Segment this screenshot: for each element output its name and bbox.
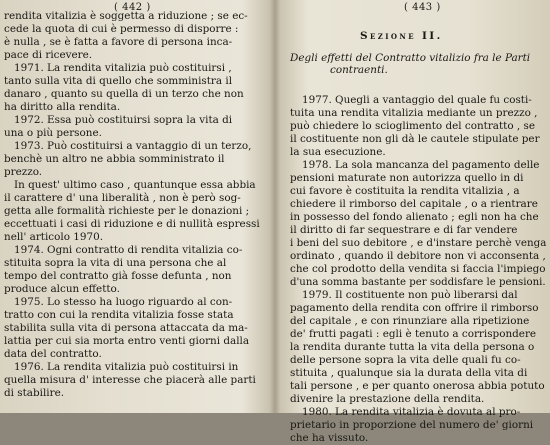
text-line: ha diritto alla rendita. <box>4 101 121 113</box>
text-line: delle persone sopra la vita delle quali fu co- <box>290 354 521 366</box>
text-line: ordinato , quando il debitore non vi acconsenta , <box>290 250 546 262</box>
text-line: pace di ricevere. <box>4 49 93 61</box>
text-line: il costituente non gli dà le cautele stipulate per <box>290 133 540 145</box>
section-subtitle: Degli effetti del Contratto vitalizio fra le Parti <box>290 52 531 64</box>
text-line: In quest' ultimo caso , quantunque essa abbia <box>14 179 256 191</box>
text-line: 1976. La rendita vitalizia può costituirsi in <box>14 361 239 373</box>
text-line: chiedere il rimborso del capitale , o a rientrare <box>290 198 538 210</box>
text-line: 1975. Lo stesso ha luogo riguardo al con- <box>14 296 233 308</box>
text-line: 1971. La rendita vitalizia può costituirsi , <box>14 62 232 74</box>
text-line: eccettuati i casi di riduzione e di nullità espressi <box>4 218 260 230</box>
text-line: cede la quota di cui è permesso di disporre : <box>4 23 239 35</box>
left-page-number: ( 442 ) <box>114 2 151 13</box>
text-line: divenire la prestazione della rendita. <box>290 393 485 405</box>
text-line: 1974. Ogni contratto di rendita vitalizia co- <box>14 244 243 256</box>
text-line: tali persone , e per quanto onerosa abbia potuto <box>290 380 545 392</box>
text-line: la rendita durante tutta la vita della persona o <box>290 341 535 353</box>
text-line: la sua esecuzione. <box>290 146 386 158</box>
text-line: 1972. Essa può costituirsi sopra la vita di <box>14 114 233 126</box>
text-line: 1979. Il costituente non può liberarsi dal <box>302 289 518 301</box>
text-line: il carattere d' una liberalità , non è però sog- <box>4 192 241 204</box>
right-page-number: ( 443 ) <box>404 2 441 13</box>
left-page <box>0 0 272 413</box>
text-line: cui favore è costituita la rendita vitalizia , a <box>290 185 520 197</box>
text-line: getta alle formalità richieste per le donazioni ; <box>4 205 250 217</box>
text-line: nell' articolo 1970. <box>4 231 104 243</box>
text-line: d'una somma bastante per soddisfare le pensioni. <box>290 276 546 288</box>
text-line: tanto sulla vita di quello che somministra il <box>4 75 233 87</box>
text-line: stabilita sulla vita di persona attaccata da ma- <box>4 322 248 334</box>
text-line: che ha vissuto. <box>290 432 369 444</box>
text-line: tuita una rendita vitalizia mediante un prezzo , <box>290 107 538 119</box>
text-line: 1978. La sola mancanza del pagamento delle <box>302 159 540 171</box>
right-page <box>282 0 550 444</box>
text-line: una o più persone. <box>4 127 102 139</box>
text-line: stituita , qualunque sia la durata della vita di <box>290 367 528 379</box>
text-line: 1973. Può costituirsi a vantaggio di un terzo, <box>14 140 252 152</box>
text-line: pagamento della rendita con offrire il rimborso <box>290 302 539 314</box>
text-line: produce alcun effetto. <box>4 283 120 295</box>
section-title: Sezione II. <box>360 30 443 42</box>
text-line: de' frutti pagati : egli è tenuto a corrispondere <box>290 328 537 340</box>
text-line: danaro , quanto su quella di un terzo che non <box>4 88 244 100</box>
text-line: in possesso del fondo alienato ; egli non ha che <box>290 211 539 223</box>
text-line: del capitale , e con rinunziare alla ripetizione <box>290 315 530 327</box>
text-line: prietario in proporzione del numero de' giorni <box>290 419 534 431</box>
text-line: prezzo. <box>4 166 43 178</box>
text-line: il diritto di far sequestrare e di far vendere <box>290 224 518 236</box>
text-line: lattia per cui sia morta entro venti giorni dalla <box>4 335 250 347</box>
text-line: quella misura d' interesse che piacerà alle parti <box>4 374 256 386</box>
text-line: stituita sopra la vita di una persona che al <box>4 257 227 269</box>
text-line: può chiedere lo scioglimento del contratto , se <box>290 120 535 132</box>
text-line: rendita vitalizia è soggetta a riduzione ; se ec- <box>4 10 248 22</box>
text-line: data del contratto. <box>4 348 102 360</box>
section-subtitle: contraenti. <box>330 64 388 76</box>
text-line: i beni del suo debitore , e d'instare perchè venga <box>290 237 547 249</box>
text-line: benchè un altro ne abbia somministrato il <box>4 153 225 165</box>
text-line: che col prodotto della vendita si faccia l'impiego <box>290 263 546 275</box>
text-line: pensioni maturate non autorizza quello in di <box>290 172 524 184</box>
text-line: 1980. La rendita vitalizia è dovuta al pro- <box>302 406 521 418</box>
text-line: tratto con cui la rendita vitalizia fosse stata <box>4 309 234 321</box>
text-line: di stabilire. <box>4 387 65 399</box>
text-line: è nulla , se è fatta a favore di persona inca- <box>4 36 233 48</box>
text-line: tempo del contratto già fosse defunta , non <box>4 270 232 282</box>
text-line: 1977. Quegli a vantaggio del quale fu costi- <box>302 94 532 106</box>
